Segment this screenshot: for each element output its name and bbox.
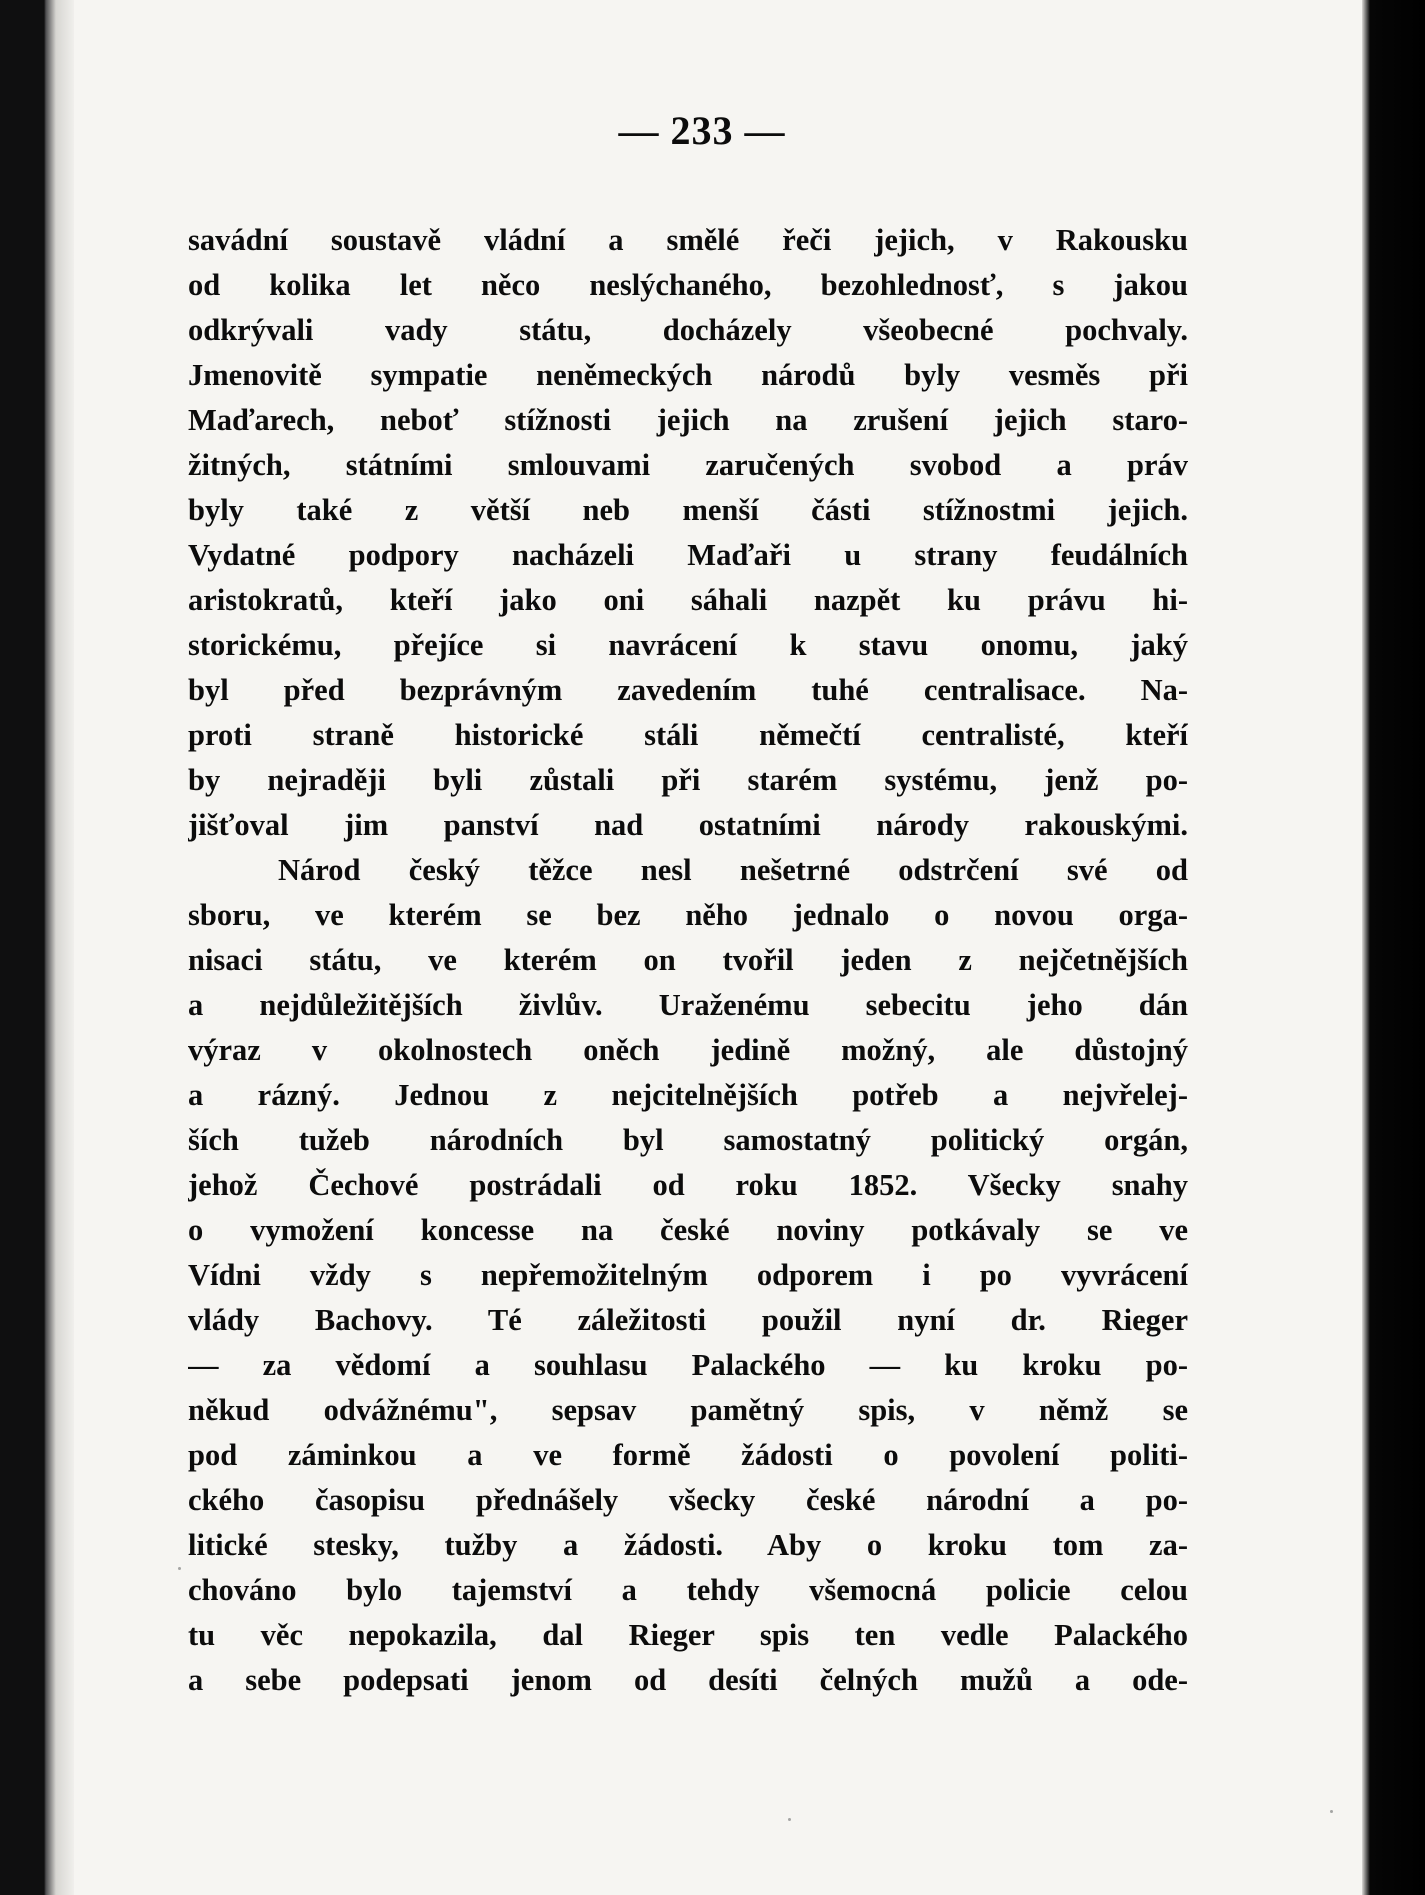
text-line: storickému, přejíce si navrácení k stavu onomu, jaký [188, 628, 1188, 662]
text-line: pod záminkou a ve formě žádosti o povolení politi- [188, 1438, 1188, 1472]
text-line: ckého časopisu přednášely všecky české národní a po- [188, 1483, 1188, 1517]
text-line: vlády Bachovy. Té záležitosti použil nyní dr. Rieger [188, 1303, 1188, 1337]
text-line: byl před bezprávným zavedením tuhé centralisace. Na- [188, 673, 1188, 707]
text-line: proti straně historické stáli němečtí centralisté, kteří [188, 718, 1188, 752]
book-binding-shadow [0, 0, 74, 1895]
paragraph-start-line: Národ český těžce nesl nešetrné odstrčení své od [278, 853, 1188, 887]
page-text [188, 218, 1188, 1703]
text-line: ších tužeb národních byl samostatný politický orgán, [188, 1123, 1188, 1157]
text-line: jehož Čechové postrádali od roku 1852. Všecky snahy [188, 1168, 1188, 1202]
text-line: byly také z větší neb menší části stížnostmi jejich. [188, 493, 1188, 527]
paper-speck [1330, 1810, 1333, 1813]
text-line: někud odvážnému", sepsav pamětný spis, v němž se [188, 1393, 1188, 1427]
text-line: výraz v okolnostech oněch jedině možný, ale důstojný [188, 1033, 1188, 1067]
text-line: savádní soustavě vládní a smělé řeči jejich, v Rakousku [188, 223, 1188, 257]
text-line: odkrývali vady státu, docházely všeobecné pochvaly. [188, 313, 1188, 347]
text-line: litické stesky, tužby a žádosti. Aby o kroku tom za- [188, 1528, 1188, 1562]
text-line: Vydatné podpory nacházeli Maďaři u strany feudálních [188, 538, 1188, 572]
text-line: a rázný. Jednou z nejcitelnějších potřeb a nejvřelej- [188, 1078, 1188, 1112]
text-line: — za vědomí a souhlasu Palackého — ku kroku po- [188, 1348, 1188, 1382]
text-line: tu věc nepokazila, dal Rieger spis ten vedle Palackého [188, 1618, 1188, 1652]
text-line: Jmenovitě sympatie neněmeckých národů byly vesměs při [188, 358, 1188, 392]
text-line: a sebe podepsati jenom od desíti čelných mužů a ode- [188, 1663, 1188, 1697]
text-line: a nejdůležitějších živlův. Uraženému sebecitu jeho dán [188, 988, 1188, 1022]
right-page-edge-shadow [1362, 0, 1425, 1895]
text-line: jišťoval jim panství nad ostatními národy rakouskými. [188, 808, 1188, 842]
text-line: žitných, státními smlouvami zaručených svobod a práv [188, 448, 1188, 482]
text-line: Vídni vždy s nepřemožitelným odporem i po vyvrácení [188, 1258, 1188, 1292]
text-line: sboru, ve kterém se bez něho jednalo o novou orga- [188, 898, 1188, 932]
text-line: od kolika let něco neslýchaného, bezohlednosť, s jakou [188, 268, 1188, 302]
page-number: — 233 — [618, 108, 786, 153]
text-line: by nejraději byli zůstali při starém systému, jenž po- [188, 763, 1188, 797]
paper-speck [178, 1567, 181, 1570]
text-line: chováno bylo tajemství a tehdy všemocná policie celou [188, 1573, 1188, 1607]
paper-speck [788, 1818, 791, 1821]
text-line: nisaci státu, ve kterém on tvořil jeden z nejčetnějších [188, 943, 1188, 977]
text-line: o vymožení koncesse na české noviny potkávaly se ve [188, 1213, 1188, 1247]
text-line: Maďarech, neboť stížnosti jejich na zrušení jejich staro- [188, 403, 1188, 437]
text-line: aristokratů, kteří jako oni sáhali nazpět ku právu hi- [188, 583, 1188, 617]
